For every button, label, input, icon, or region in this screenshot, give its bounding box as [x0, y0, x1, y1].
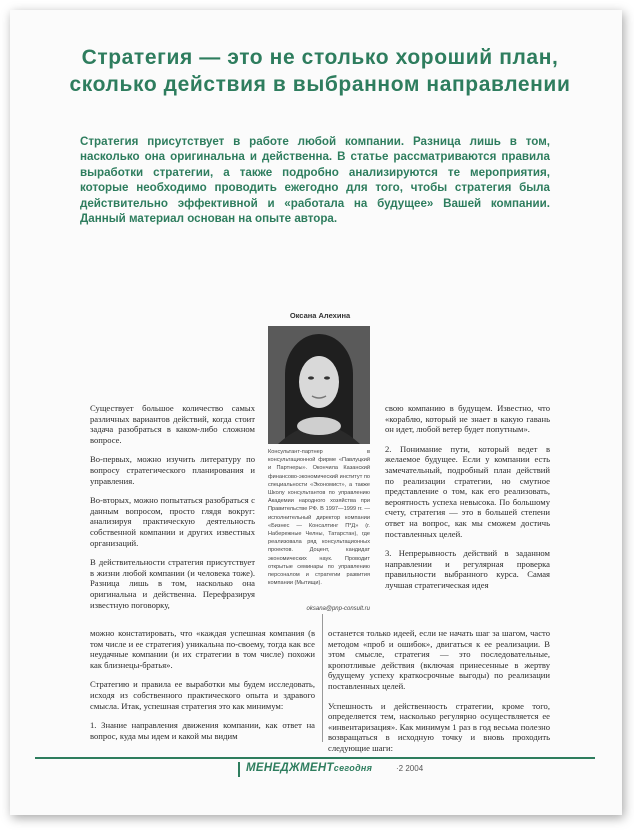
- logo-sub: сегодня: [333, 763, 373, 773]
- paragraph: 2. Понимание пути, который ведет в желаемое будущее. Если у компании есть замечательный, подробный план действий по реализации стратегии, но смутное представление о том, как его реализовать, вероятность успеха невысока. По большому счету, стратегия — это в большей степени ответ на вопрос, как мы сможем достичь поставленных целей.: [385, 443, 550, 539]
- author-email[interactable]: oksana@pnp-consult.ru: [306, 606, 370, 612]
- paragraph: В действительности стратегия присутствует в жизни любой компании (и человека тоже). Разница лишь в том, насколько она оригинальна и действенна. Перефразируя известную поговорку,: [90, 557, 255, 610]
- logo-main: МЕНЕДЖМЕНТ: [246, 762, 334, 774]
- right-column-lower: [328, 628, 550, 763]
- issue-number: ·2 2004: [396, 764, 424, 773]
- paragraph: 1. Знание направления движения компании, как ответ на вопрос, куда мы идем и какой мы видим: [90, 720, 315, 741]
- column-divider: [322, 614, 323, 742]
- article-title: [40, 44, 600, 98]
- paragraph: Во-первых, можно изучить литературу по вопросу стратегического планирования и управления.: [90, 454, 255, 486]
- paragraph: останется только идеей, если не начать шаг за шагом, часто методом «проб и ошибок», двигаться к ее реализации. В этом смысле, стратегия — это последовательные, кропотливые действия (включая принесенные в жертву будущему успеху краткосрочные выгоды) по реализации поставленных целей.: [328, 628, 550, 691]
- paragraph: свою компанию в будущем. Известно, что «кораблю, который не знает в какую гавань он идет, любой ветер будет попутным».: [385, 403, 550, 435]
- paragraph: 3. Непрерывность действий в заданном направлении и регулярная проверка правильности выбранного курса. Самая лучшая стратегическая идея: [385, 548, 550, 590]
- left-column-lower: [90, 628, 315, 750]
- author-name: Оксана Алехина: [289, 311, 351, 320]
- paragraph: можно констатировать, что «каждая успешная компания (в том числе и ее стратегия) уникальна по-своему, тогда как все неудачные компании (и их стратегии в том числе) похожи как близнецы-братья».: [90, 628, 315, 670]
- right-column: [385, 403, 550, 600]
- title-line-1: Стратегия — это не столько хороший план,: [81, 46, 559, 69]
- author-photo: [268, 326, 370, 444]
- magazine-logo: [246, 762, 372, 774]
- paragraph: Во-вторых, можно попытаться разобраться с данным вопросом, просто глядя вокруг: анализируя практическую деятельность собственной компании и других известных организаций.: [90, 495, 255, 548]
- title-line-2: сколько действия в выбранном направлении: [69, 73, 571, 96]
- paragraph: Существует большое количество самых различных вариантов действий, когда стоит задача разобраться в каком-либо сложном вопросе.: [90, 403, 255, 445]
- paragraph: Стратегию и правила ее выработки мы будем исследовать, исходя из собственного практического опыта и здравого смысла. Итак, успешная стратегия это как минимум:: [90, 679, 315, 711]
- article-lead: Стратегия присутствует в работе любой компании. Разница лишь в том, насколько она оригинальна и действенна. В статье рассматриваются правила выработки стратегии, а также подробно анализируются те мероприятия, которые необходимо проводить ежегодно для того, чтобы стратегия была действительно эффективной и «работала на будущее» Вашей компании. Данный материал основан на опыте автора.: [80, 135, 550, 226]
- footer-bar: [238, 762, 240, 777]
- paragraph: Успешность и действенность стратегии, кроме того, определяется тем, насколько регулярно осуществляется ее «инвентаризация». Как минимум 1 раз в год весьма полезно возвращаться в исходную точку и вновь проходить следующие шаги:: [328, 700, 550, 753]
- author-bio: Консультант-партнер в консультационной фирме «Павлуцкий и Партнеры». Окончила Казанский финансово-экономический институт по специальности «Экономист», а также Школу консультантов по управлению Академии народного хозяйства при Правительстве РФ. В 1997—1999 гг. — исполнительный директор компании «Бизнес — Консалтинг П*Д» (г. Набережные Челны, Татарстан), где реализовала ряд консультационных проектов. Доцент, кандидат экономических наук. Проводит открытые семинары по управлению персоналом и стратегии развития компании (Мытищи).: [268, 449, 370, 587]
- footer-rule: [35, 757, 595, 759]
- left-column: [90, 403, 255, 619]
- issue-text: 2 2004: [398, 764, 424, 773]
